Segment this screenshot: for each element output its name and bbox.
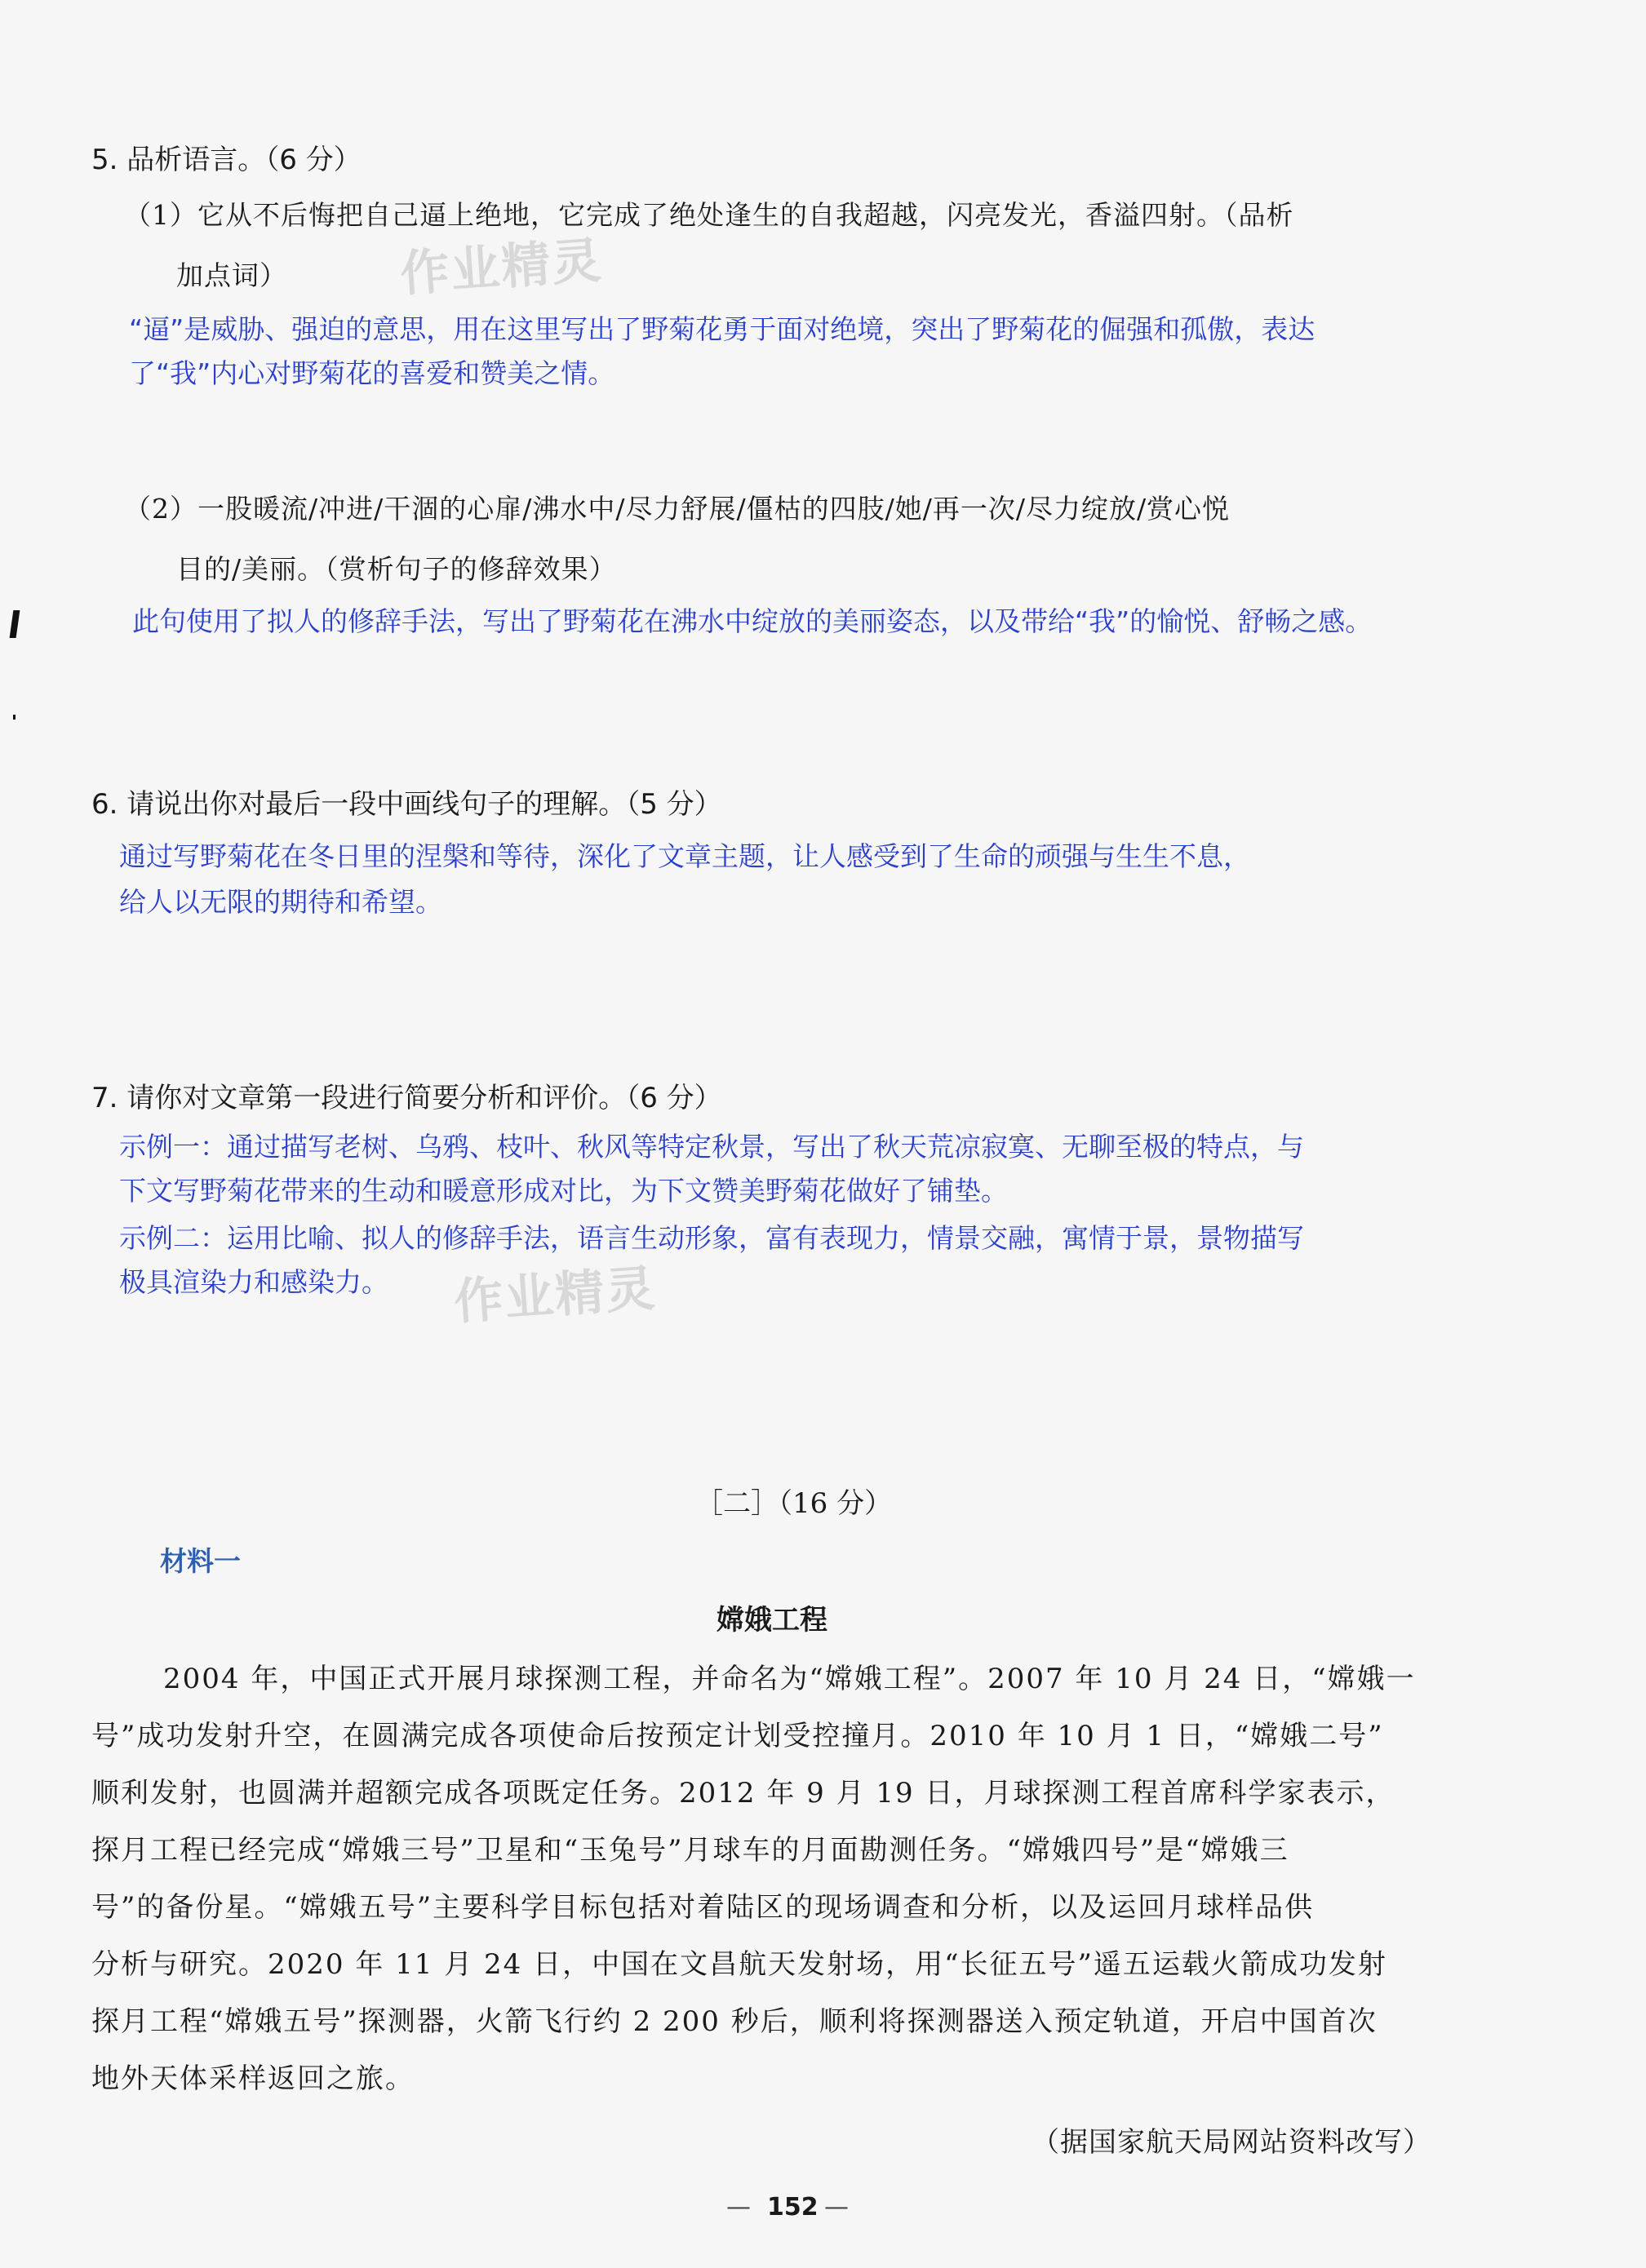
answer-5-1-line-1: “逼”是威胁、强迫的意思，用在这里写出了野菊花勇于面对绝境，突出了野菊花的倔强和孤傲，表达: [129, 313, 1315, 345]
question-7-title: 7. 请你对文章第一段进行简要分析和评价。（6 分）: [91, 1082, 722, 1114]
article-line: 地外天体采样返回之旅。: [91, 2062, 415, 2095]
answer-5-1-line-2: 了“我”内心对野菊花的喜爱和赞美之情。: [129, 357, 615, 389]
scan-dot: [13, 715, 16, 720]
article-line: 号”的备份星。“嫦娥五号”主要科学目标包括对着陆区的现场调查和分析，以及运回月球样品供: [91, 1891, 1315, 1924]
scan-mark: [10, 610, 20, 638]
question-5-part-1-line-1: （1）它从不后悔把自己逼上绝地，它完成了绝处逢生的自我超越，闪亮发光，香溢四射。（品析: [124, 199, 1294, 231]
answer-5-2-line-1: 此句使用了拟人的修辞手法，写出了野菊花在沸水中绽放的美丽姿态，以及带给“我”的愉悦、舒畅之感。: [132, 605, 1373, 637]
page-number: 152: [767, 2193, 819, 2221]
article-line: 探月工程已经完成“嫦娥三号”卫星和“玉兔号”月球车的月面勘测任务。“嫦娥四号”是“嫦娥三: [91, 1834, 1289, 1867]
page-number-dash-left: —: [726, 2193, 751, 2221]
question-5-part-2-line-1: （2）一股暖流/冲进/干涸的心扉/沸水中/尽力舒展/僵枯的四肢/她/再一次/尽力绽放/赏心悦: [124, 493, 1231, 525]
article-line: 顺利发射，也圆满并超额完成各项既定任务。2012 年 9 月 19 日，月球探测工程首席科学家表示，: [91, 1777, 1395, 1810]
answer-6-line-2: 给人以无限的期待和希望。: [119, 886, 442, 918]
answer-7-line-2: 下文写野菊花带来的生动和暖意形成对比，为下文赞美野菊花做好了铺垫。: [119, 1175, 1008, 1207]
watermark: 作业精灵: [452, 1260, 659, 1331]
section-title: ［二］（16 分）: [695, 1487, 893, 1520]
article-line: 号”成功发射升空，在圆满完成各项使命后按预定计划受控撞月。2010 年 10 月 1 日，“嫦娥二号”: [91, 1720, 1384, 1752]
page-number-dash-right: —: [824, 2193, 849, 2221]
article-title: 嫦娥工程: [717, 1604, 827, 1637]
watermark: 作业精灵: [398, 232, 605, 303]
question-5-part-2-line-2: 目的/美丽。（赏析句子的修辞效果）: [176, 553, 617, 585]
answer-7-line-3: 示例二：运用比喻、拟人的修辞手法，语言生动形象，富有表现力，情景交融，寓情于景，景物描写: [119, 1222, 1304, 1254]
article-line: 分析与研究。2020 年 11 月 24 日，中国在文昌航天发射场，用“长征五号”遥五运载火箭成功发射: [91, 1948, 1387, 1981]
answer-7-line-1: 示例一：通过描写老树、乌鸦、枝叶、秋风等特定秋景，写出了秋天荒凉寂寞、无聊至极的特点，与: [119, 1131, 1304, 1163]
answer-6-line-1: 通过写野菊花在冬日里的涅槃和等待，深化了文章主题，让人感受到了生命的顽强与生生不息，: [119, 840, 1250, 872]
question-6-title: 6. 请说出你对最后一段中画线句子的理解。（5 分）: [91, 788, 722, 821]
article-line: 2004 年，中国正式开展月球探测工程，并命名为“嫦娥工程”。2007 年 10 月 24 日，“嫦娥一: [163, 1663, 1416, 1695]
article-line: 探月工程“嫦娥五号”探测器，火箭飞行约 2 200 秒后，顺利将探测器送入预定轨道，开启中国首次: [91, 2005, 1378, 2038]
question-5-title: 5. 品析语言。（6 分）: [91, 144, 362, 176]
question-5-part-1-line-2: 加点词）: [176, 259, 287, 291]
material-label: 材料一: [160, 1545, 241, 1577]
source-note: （据国家航天局网站资料改写）: [1032, 2126, 1431, 2159]
answer-7-line-4: 极具渲染力和感染力。: [119, 1266, 388, 1298]
